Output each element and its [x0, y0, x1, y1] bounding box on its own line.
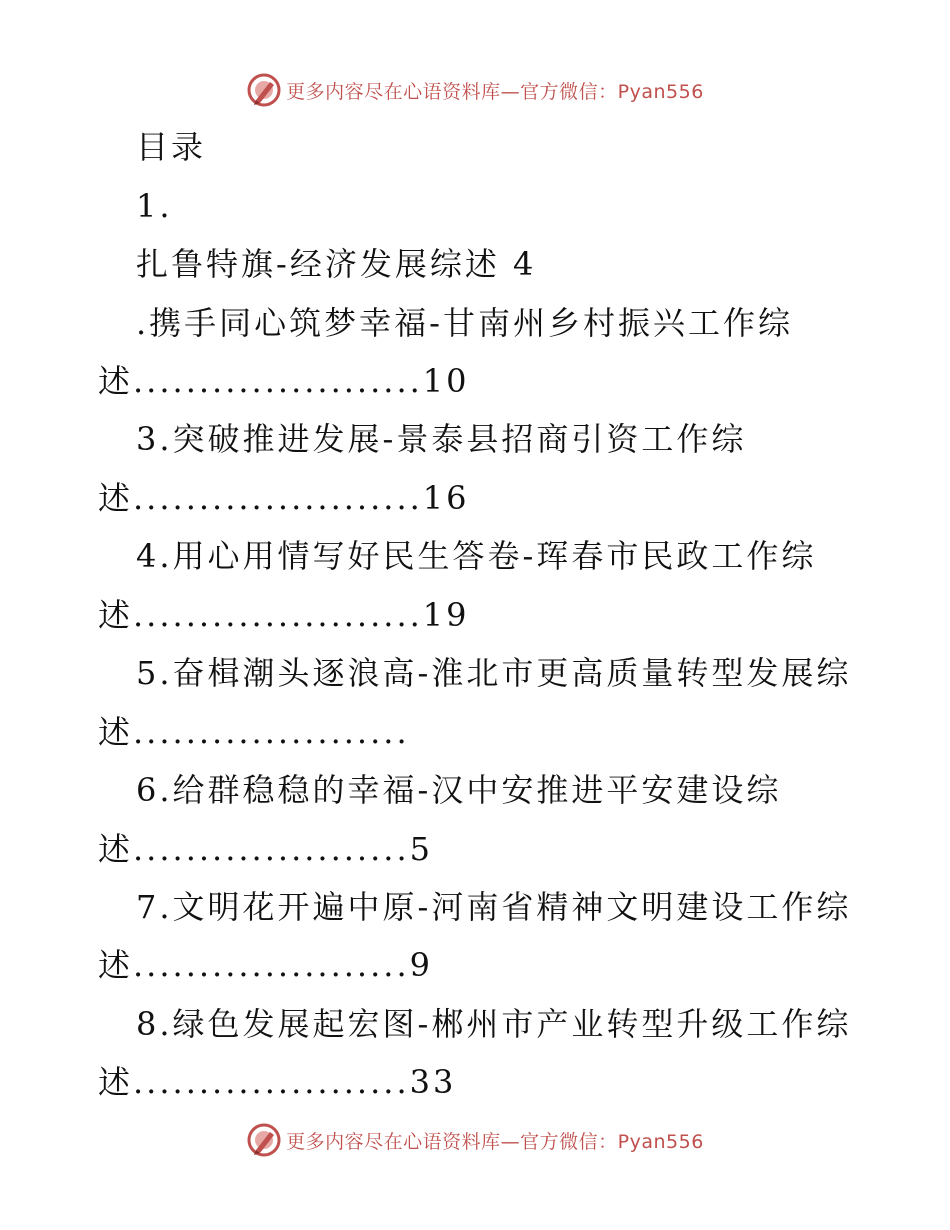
footer-watermark — [0, 1120, 950, 1160]
toc-line: 7.文明花开遍中原-河南省精神文明建设工作综 — [136, 888, 852, 926]
toc-line: 述......................10 — [98, 362, 470, 400]
toc-line: 6.给群稳稳的幸福-汉中安推进平安建设综 — [136, 771, 782, 809]
toc-line: 4.用心用情写好民生答卷-珲春市民政工作综 — [136, 537, 817, 575]
toc-line: .携手同心筑梦幸福-甘南州乡村振兴工作综 — [136, 304, 793, 342]
toc-line: 1. — [136, 187, 173, 225]
toc-heading: 目录 — [136, 128, 207, 166]
toc-line: 5.奋楫潮头逐浪高-淮北市更高质量转型发展综 — [136, 654, 852, 692]
toc-line: 述......................19 — [98, 596, 470, 634]
header-watermark — [0, 70, 950, 110]
toc-line: 3.突破推进发展-景泰县招商引资工作综 — [136, 420, 747, 458]
toc-line: 述..................... — [98, 713, 410, 751]
pen-logo-icon — [246, 72, 282, 108]
toc-line: 述.....................9 — [98, 946, 433, 984]
toc-line: 述......................16 — [98, 479, 470, 517]
toc-line: 述.....................5 — [98, 830, 433, 868]
pen-logo-icon — [246, 1122, 282, 1158]
watermark-text: 更多内容尽在心语资料库—官方微信：Pyan556 — [286, 80, 704, 103]
toc-line: 述.....................33 — [98, 1063, 457, 1101]
toc-line: 扎鲁特旗-经济发展综述 4 — [136, 245, 537, 283]
toc-line: 8.绿色发展起宏图-郴州市产业转型升级工作综 — [136, 1005, 852, 1043]
watermark-text: 更多内容尽在心语资料库—官方微信：Pyan556 — [286, 1130, 704, 1153]
